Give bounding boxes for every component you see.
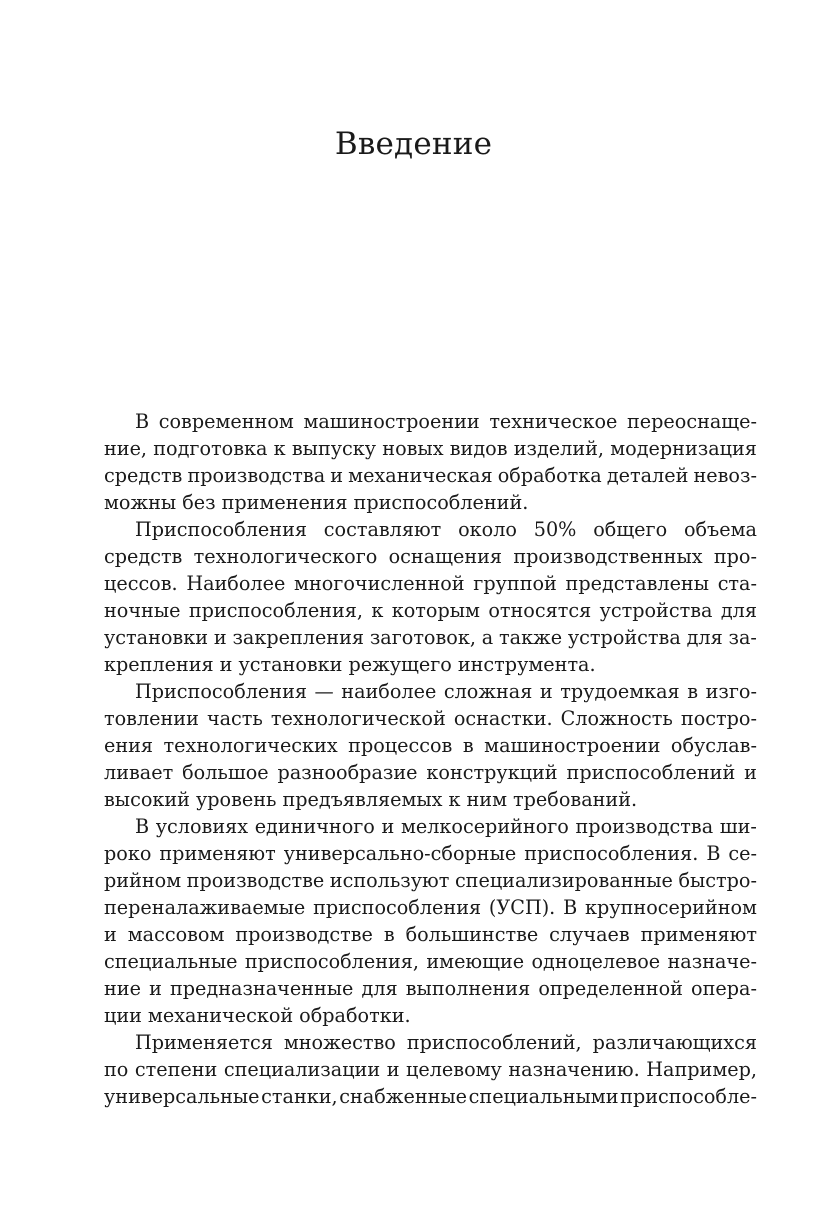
text-line: ние и предназначенные для выполнения определенной опера- [104,977,757,1000]
text-line: и массовом производстве в большинстве случаев применяют [104,923,757,946]
text-line: рийном производстве используют специализированные быстро- [104,869,757,892]
text-line: ние, подготовка к выпуску новых видов изделий, модернизация [104,437,757,460]
text-line: высокий уровень предъявляемых к ним требований. [104,788,638,811]
text-line: роко применяют универсально-сборные приспособления. В се- [104,842,757,865]
text-line: средств производства и механическая обработка деталей невоз- [104,464,757,487]
text-line: Приспособления составляют около 50% общего объема [135,518,757,541]
text-line: В современном машиностроении техническое переоснаще- [135,410,757,433]
text-line: средств технологического оснащения производственных про- [104,545,757,568]
paragraph [104,678,757,813]
paragraph [104,813,757,1029]
paragraph [104,408,757,516]
text-line: товлении часть технологической оснастки. Сложность постро- [104,707,757,730]
text-line: ливает большое разнообразие конструкций приспособлений и [104,761,757,784]
text-line: ции механической обработки. [104,1004,411,1027]
paragraph [104,516,757,678]
body-text [104,408,757,1110]
text-line: установки и закрепления заготовок, а также устройства для за- [104,626,757,649]
paragraph [104,1029,757,1110]
text-line: ения технологических процессов в машиностроении обуслав- [104,734,757,757]
text-line: можны без применения приспособлений. [104,491,529,514]
page-title: Введение [334,126,493,162]
text-line: переналаживаемые приспособления (УСП). В крупносерийном [104,896,757,919]
text-line: ночные приспособления, к которым относятся устройства для [104,599,757,622]
text-line: Приспособления — наиболее сложная и трудоемкая в изго- [135,680,757,703]
text-line: по степени специализации и целевому назначению. Например, [104,1058,757,1081]
text-line: крепления и установки режущего инструмента. [104,653,596,676]
text-line: цессов. Наиболее многочисленной группой представлены ста- [104,572,757,595]
text-line: Применяется множество приспособлений, различающихся [135,1031,757,1054]
text-line: В условиях единичного и мелкосерийного производства ши- [135,815,757,838]
text-line: специальные приспособления, имеющие одноцелевое назначе- [104,950,757,973]
text-line: универсальные станки, снабженные специальными приспособле- [104,1085,757,1108]
